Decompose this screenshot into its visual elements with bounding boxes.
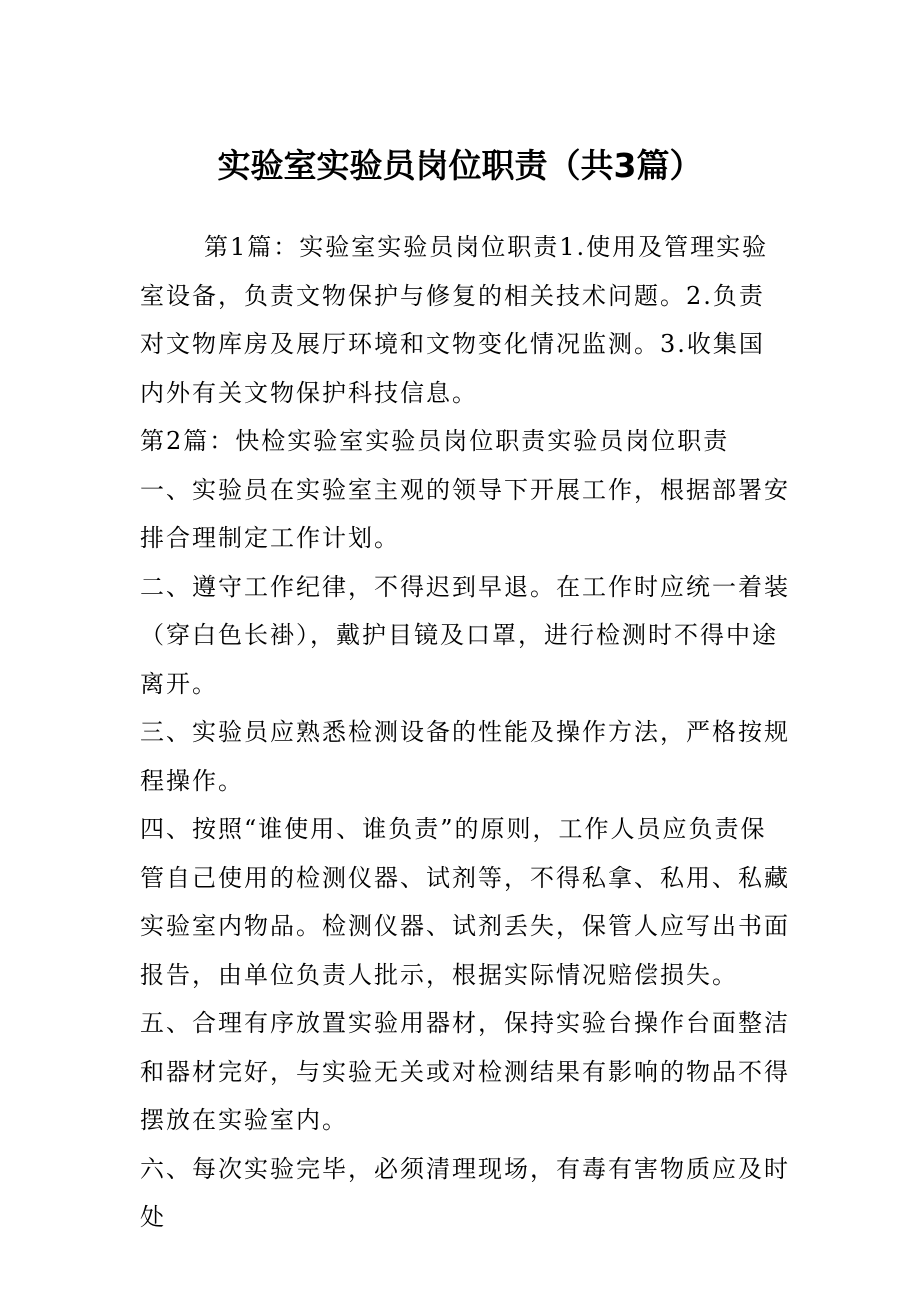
paragraph-item-5: 五、合理有序放置实验用器材，保持实验台操作台面整洁和器材完好，与实验无关或对检测结果有影响的物品不得摆放在实验室内。	[140, 1009, 790, 1134]
paragraph-item-4: 四、按照“谁使用、谁负责”的原则，工作人员应负责保管自己使用的检测仪器、试剂等，不得私拿、私用、私藏实验室内物品。检测仪器、试剂丢失，保管人应写出书面报告，由单位负责人批示，根据实际情况赔偿损失。	[140, 815, 790, 989]
paragraph-item-3: 三、实验员应熟悉检测设备的性能及操作方法，严格按规程操作。	[140, 718, 790, 795]
paragraph-part-2-heading: 第2篇：快检实验室实验员岗位职责实验员岗位职责	[140, 427, 730, 455]
paragraph-part-1: 第1篇：实验室实验员岗位职责1.使用及管理实验室设备，负责文物保护与修复的相关技术问题。2.负责对文物库房及展厅环境和文物变化情况监测。3.收集国内外有关文物保护科技信息。	[140, 233, 769, 407]
document-title: 实验室实验员岗位职责（共3篇）	[217, 146, 703, 185]
document-body	[140, 223, 790, 1242]
paragraph-item-6: 六、每次实验完毕，必须清理现场，有毒有害物质应及时处	[140, 1154, 790, 1231]
paragraph-item-2: 二、遵守工作纪律，不得迟到早退。在工作时应统一着装（穿白色长褂），戴护目镜及口罩，进行检测时不得中途离开。	[140, 572, 790, 698]
paragraph-item-1: 一、实验员在实验室主观的领导下开展工作，根据部署安排合理制定工作计划。	[140, 475, 790, 552]
